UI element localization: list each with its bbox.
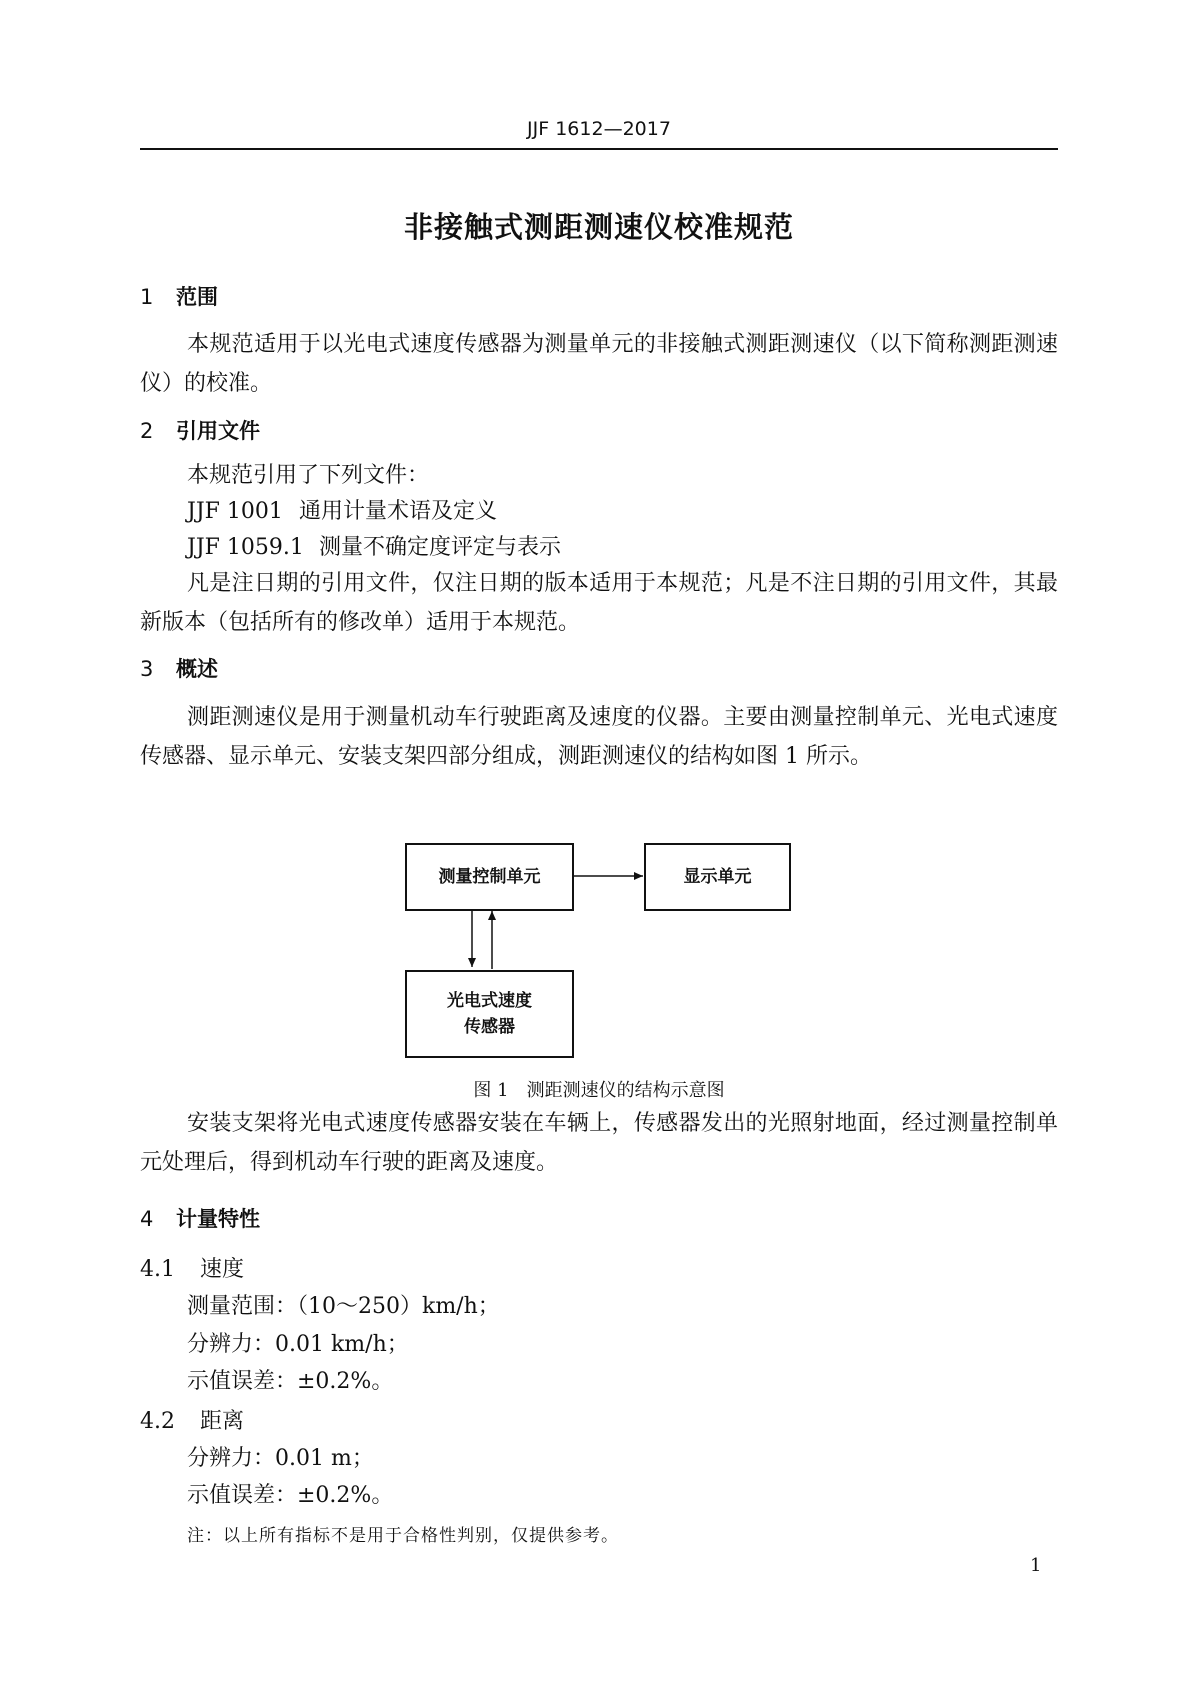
box-label: 显示单元 <box>683 867 752 887</box>
reference-name: 通用计量术语及定义 <box>299 499 498 524</box>
subsection-title: 距离 <box>200 1409 245 1434</box>
footnote: 注：以上所有指标不是用于合格性判别，仅提供参考。 <box>187 1526 619 1546</box>
speed-measurement-range: 测量范围：（10～250）km/h； <box>187 1294 500 1319</box>
document-title: 非接触式测距测速仪校准规范 <box>403 210 794 244</box>
reference-name: 测量不确定度评定与表示 <box>319 535 562 560</box>
section-2-paragraph: 凡是注日期的引用文件，仅注日期的版本适用于本规范；凡是不注日期的引用文件，其最新版本（包括所有的修改单）适用于本规范。 <box>140 571 1058 635</box>
subsection-number: 4.1 <box>140 1257 175 1282</box>
section-3-paragraph-2: 安装支架将光电式速度传感器安装在车辆上，传感器发出的光照射地面，经过测量控制单元处理后，得到机动车行驶的距离及速度。 <box>140 1111 1058 1175</box>
box-display-unit <box>644 843 791 911</box>
figure-caption: 图 1 测距测速仪的结构示意图 <box>473 1080 725 1101</box>
section-1-heading <box>140 281 218 311</box>
subsection-number: 4.2 <box>140 1409 175 1434</box>
subsection-title: 速度 <box>200 1257 245 1282</box>
speed-indication-error: 示值误差：±0.2%。 <box>187 1369 394 1394</box>
box-measurement-control-unit <box>405 843 574 911</box>
subsection-4-2 <box>140 1404 244 1435</box>
reference-code: JJF 1001 <box>187 499 283 524</box>
section-title: 概述 <box>176 657 218 681</box>
section-number: 1 <box>140 285 154 309</box>
box-photoelectric-speed-sensor <box>405 970 574 1058</box>
distance-resolution: 分辨力：0.01 m； <box>187 1446 374 1471</box>
running-header: JJF 1612—2017 <box>527 118 671 140</box>
box-label-line-1: 光电式速度 <box>447 991 532 1011</box>
section-4-heading <box>140 1203 260 1233</box>
header-rule <box>140 148 1058 150</box>
section-title: 计量特性 <box>176 1207 260 1231</box>
section-number: 4 <box>140 1207 154 1231</box>
reference-item <box>187 492 497 531</box>
speed-resolution: 分辨力：0.01 km/h； <box>187 1332 409 1357</box>
section-number: 2 <box>140 419 154 443</box>
section-number: 3 <box>140 657 154 681</box>
section-3-paragraph-1: 测距测速仪是用于测量机动车行驶距离及速度的仪器。主要由测量控制单元、光电式速度传感器、显示单元、安装支架四部分组成，测距测速仪的结构如图 1 所示。 <box>140 705 1058 769</box>
section-3-heading <box>140 653 218 683</box>
reference-code: JJF 1059.1 <box>187 535 304 560</box>
references-intro: 本规范引用了下列文件： <box>187 463 430 488</box>
section-title: 引用文件 <box>176 419 260 443</box>
section-1-paragraph: 本规范适用于以光电式速度传感器为测量单元的非接触式测距测速仪（以下简称测距测速仪）的校准。 <box>140 332 1058 396</box>
box-label: 测量控制单元 <box>438 867 541 887</box>
section-2-heading <box>140 415 260 445</box>
section-title: 范围 <box>176 285 218 309</box>
distance-indication-error: 示值误差：±0.2%。 <box>187 1483 394 1508</box>
box-label-line-2: 传感器 <box>464 1017 515 1037</box>
page-number: 1 <box>1030 1555 1042 1576</box>
reference-item <box>187 528 561 567</box>
subsection-4-1 <box>140 1252 244 1283</box>
